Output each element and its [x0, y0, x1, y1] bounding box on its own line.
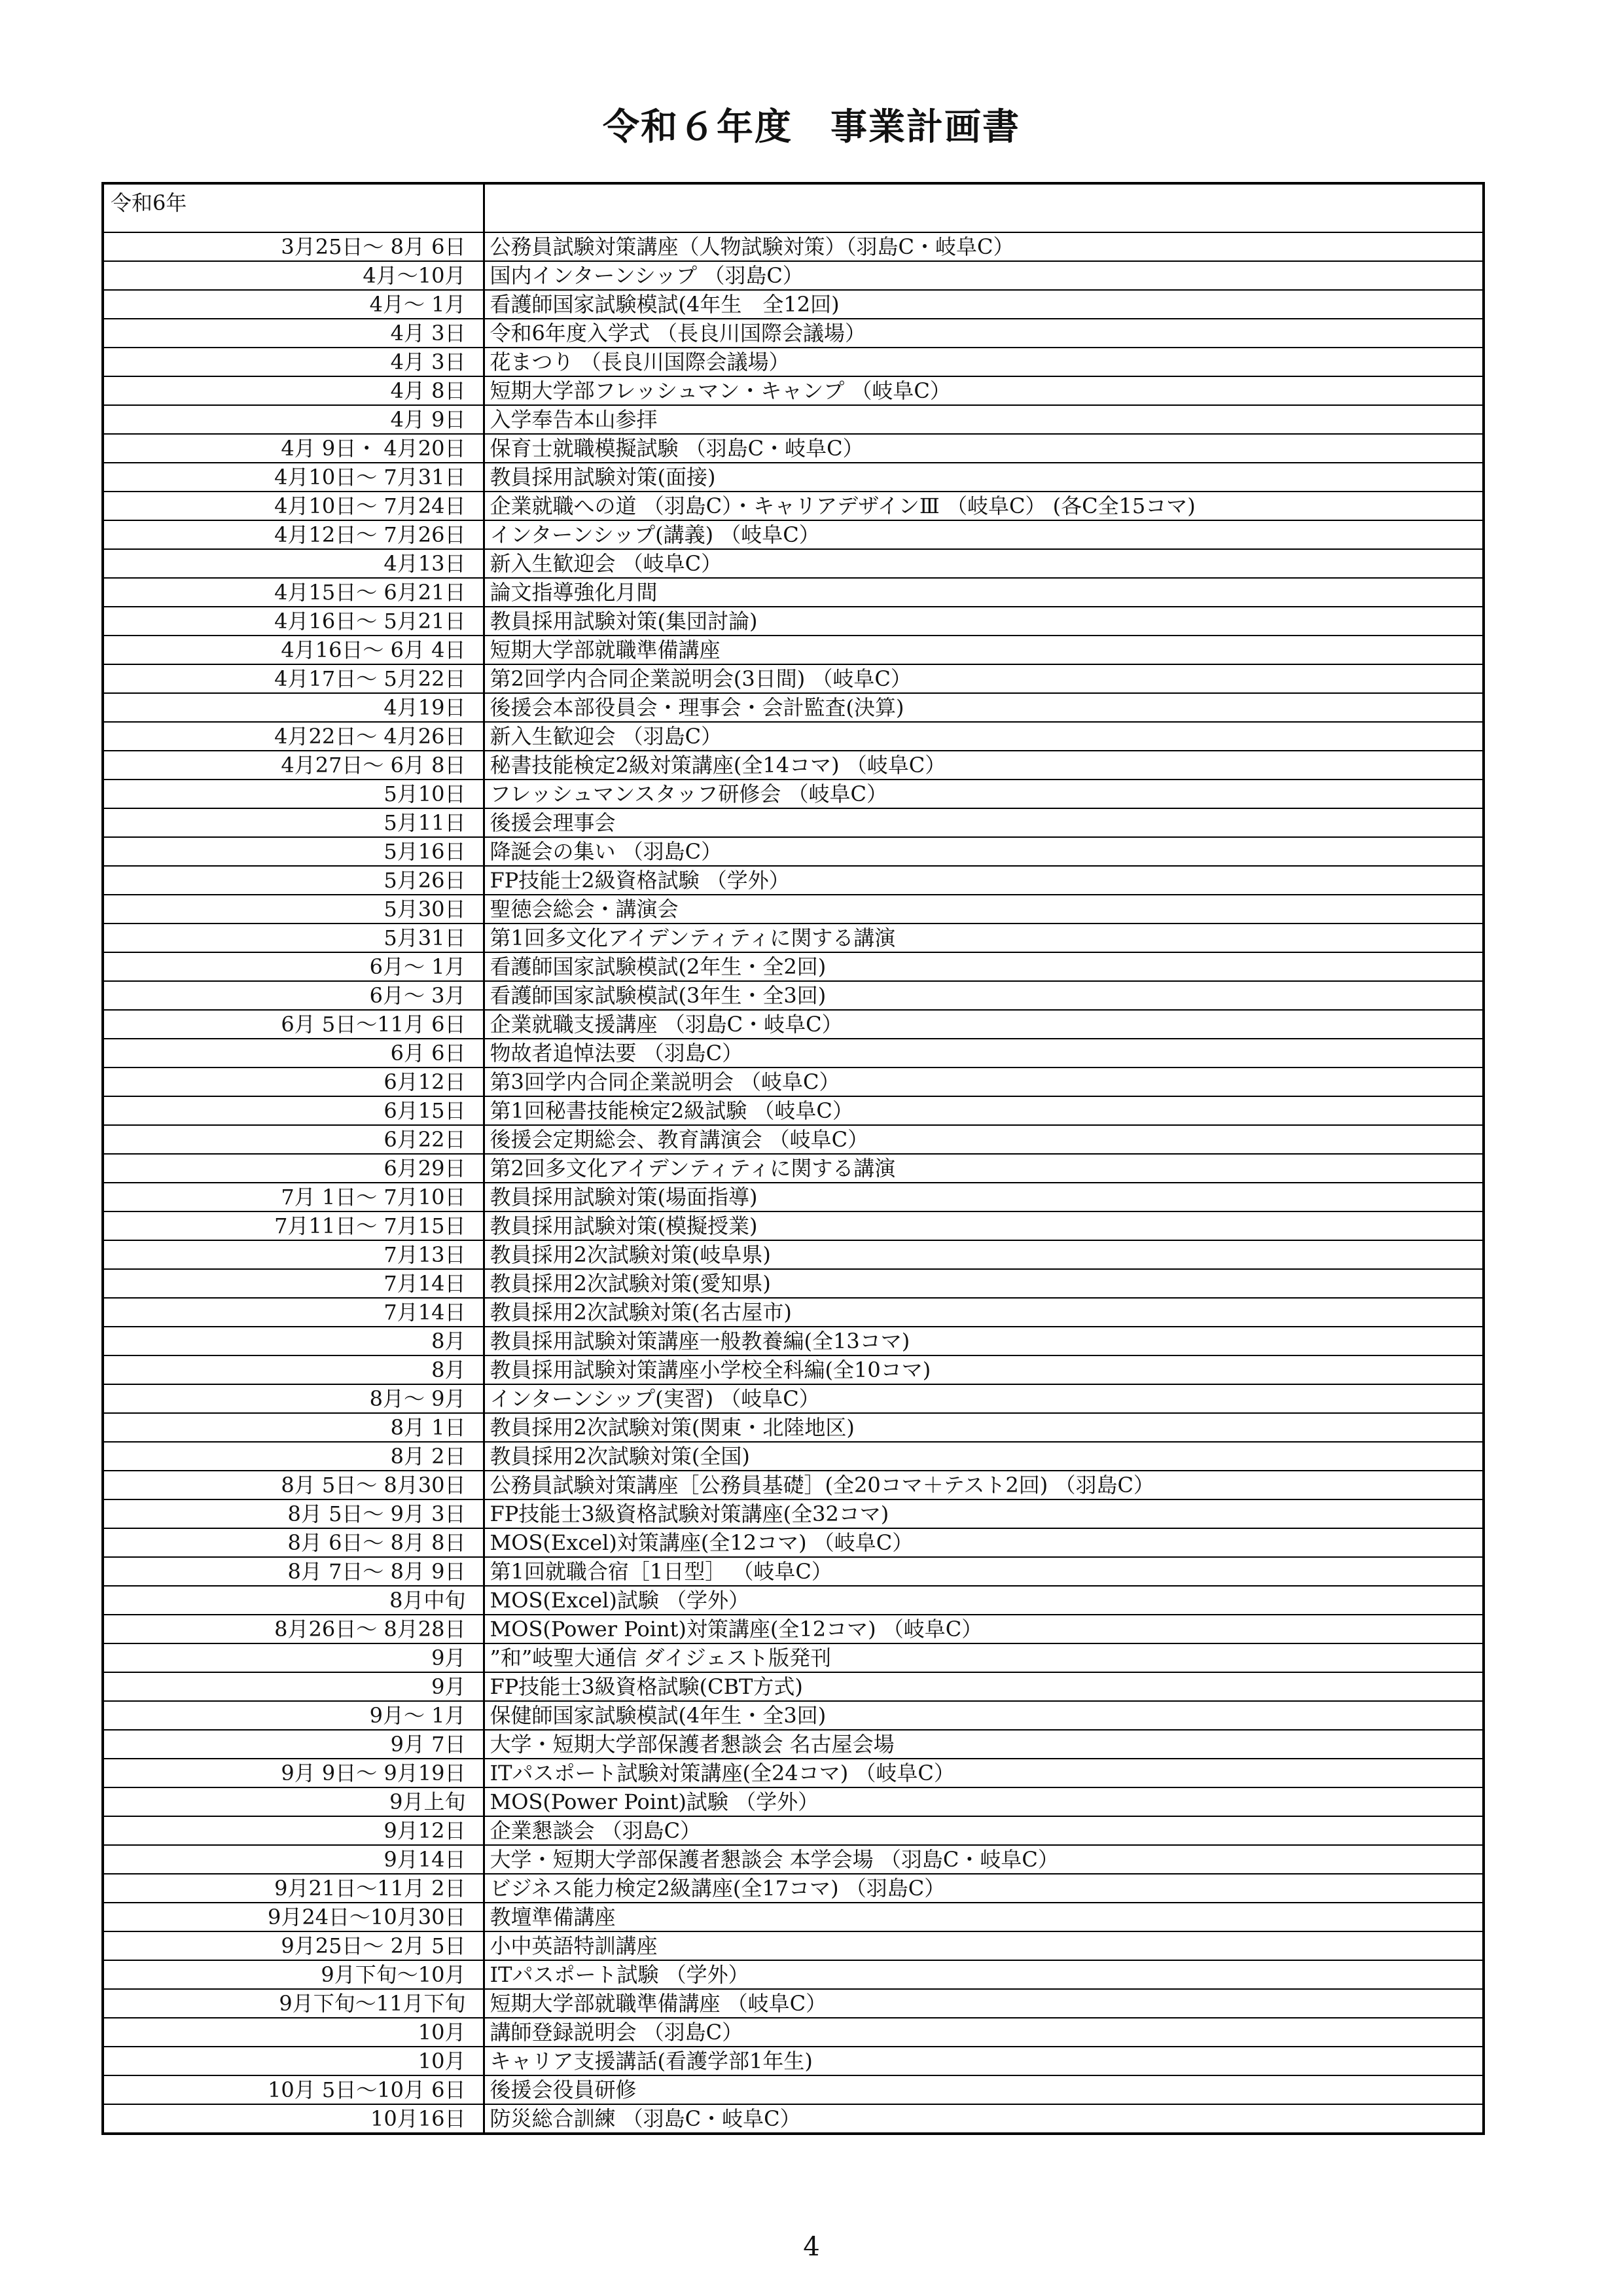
table-row — [103, 1442, 1484, 1471]
schedule-event: 看護師国家試験模試(3年生・全3回) — [484, 981, 1484, 1010]
table-row — [103, 1471, 1484, 1499]
schedule-event: 短期大学部フレッシュマン・キャンプ （岐阜C） — [484, 376, 1484, 405]
table-row — [103, 319, 1484, 348]
schedule-date: 9月下旬～11月下旬 — [103, 1989, 484, 2018]
schedule-date: 7月11日～ 7月15日 — [103, 1211, 484, 1240]
schedule-date: 9月24日～10月30日 — [103, 1903, 484, 1931]
schedule-event: 新入生歓迎会 （岐阜C） — [484, 549, 1484, 578]
table-row — [103, 1154, 1484, 1183]
schedule-date: 8月 6日～ 8月 8日 — [103, 1528, 484, 1557]
schedule-date: 4月16日～ 5月21日 — [103, 607, 484, 636]
schedule-event: 後援会理事会 — [484, 808, 1484, 837]
schedule-date: 4月17日～ 5月22日 — [103, 664, 484, 693]
schedule-date: 3月25日～ 8月 6日 — [103, 232, 484, 261]
schedule-event: キャリア支援講話(看護学部1年生) — [484, 2047, 1484, 2075]
schedule-event: FP技能士3級資格試験対策講座(全32コマ) — [484, 1499, 1484, 1528]
table-row — [103, 463, 1484, 492]
table-row — [103, 348, 1484, 376]
table-row — [103, 2018, 1484, 2047]
table-row — [103, 1067, 1484, 1096]
table-row — [103, 693, 1484, 722]
schedule-event: 小中英語特訓講座 — [484, 1931, 1484, 1960]
schedule-event: 保健師国家試験模試(4年生・全3回) — [484, 1701, 1484, 1730]
table-row — [103, 1931, 1484, 1960]
table-row — [103, 636, 1484, 664]
schedule-date: 8月 5日～ 8月30日 — [103, 1471, 484, 1499]
schedule-event: 公務員試験対策講座（人物試験対策）（羽島C・岐阜C） — [484, 232, 1484, 261]
table-row — [103, 664, 1484, 693]
table-row — [103, 2047, 1484, 2075]
schedule-date: 9月上旬 — [103, 1787, 484, 1816]
table-row — [103, 1672, 1484, 1701]
schedule-event: 教員採用試験対策(場面指導) — [484, 1183, 1484, 1211]
table-row — [103, 1528, 1484, 1557]
table-row — [103, 520, 1484, 549]
table-row — [103, 2104, 1484, 2134]
event-header — [484, 183, 1484, 232]
table-row — [103, 808, 1484, 837]
schedule-event: 看護師国家試験模試(2年生・全2回) — [484, 952, 1484, 981]
table-row — [103, 837, 1484, 866]
schedule-event: 保育士就職模擬試験 （羽島C・岐阜C） — [484, 434, 1484, 463]
table-row — [103, 376, 1484, 405]
schedule-table — [101, 182, 1485, 2135]
schedule-event: 第2回学内合同企業説明会(3日間) （岐阜C） — [484, 664, 1484, 693]
schedule-event: 第3回学内合同企業説明会 （岐阜C） — [484, 1067, 1484, 1096]
table-row — [103, 1298, 1484, 1327]
table-row — [103, 722, 1484, 751]
table-row — [103, 607, 1484, 636]
schedule-event: フレッシュマンスタッフ研修会 （岐阜C） — [484, 780, 1484, 808]
table-row — [103, 1384, 1484, 1413]
schedule-date: 8月中旬 — [103, 1586, 484, 1615]
schedule-body — [103, 183, 1484, 2134]
schedule-date: 8月 7日～ 8月 9日 — [103, 1557, 484, 1586]
schedule-date: 9月25日～ 2月 5日 — [103, 1931, 484, 1960]
schedule-date: 10月 — [103, 2018, 484, 2047]
schedule-date: 4月22日～ 4月26日 — [103, 722, 484, 751]
schedule-date: 9月14日 — [103, 1845, 484, 1874]
schedule-event: 教員採用試験対策(集団討論) — [484, 607, 1484, 636]
schedule-event: 教員採用2次試験対策(岐阜県) — [484, 1240, 1484, 1269]
schedule-date: 4月16日～ 6月 4日 — [103, 636, 484, 664]
schedule-event: 教員採用試験対策(面接) — [484, 463, 1484, 492]
schedule-date: 4月13日 — [103, 549, 484, 578]
table-row — [103, 232, 1484, 261]
schedule-date: 7月14日 — [103, 1269, 484, 1298]
table-row — [103, 1183, 1484, 1211]
schedule-event: 教員採用2次試験対策(関東・北陸地区) — [484, 1413, 1484, 1442]
schedule-event: ITパスポート試験対策講座(全24コマ) （岐阜C） — [484, 1759, 1484, 1787]
schedule-date: 8月26日～ 8月28日 — [103, 1615, 484, 1643]
schedule-date: 5月31日 — [103, 924, 484, 952]
schedule-date: 5月26日 — [103, 866, 484, 895]
schedule-event: MOS(Power Point)試験 （学外） — [484, 1787, 1484, 1816]
table-row — [103, 405, 1484, 434]
table-row — [103, 780, 1484, 808]
schedule-event: 第1回多文化アイデンティティに関する講演 — [484, 924, 1484, 952]
schedule-event: MOS(Excel)対策講座(全12コマ) （岐阜C） — [484, 1528, 1484, 1557]
schedule-date: 7月 1日～ 7月10日 — [103, 1183, 484, 1211]
schedule-date: 7月14日 — [103, 1298, 484, 1327]
schedule-date: 4月 9日 — [103, 405, 484, 434]
schedule-event: 企業就職支援講座 （羽島C・岐阜C） — [484, 1010, 1484, 1039]
schedule-event: 講師登録説明会 （羽島C） — [484, 2018, 1484, 2047]
table-row — [103, 981, 1484, 1010]
table-header-row — [103, 183, 1484, 232]
table-row — [103, 1327, 1484, 1355]
schedule-date: 6月22日 — [103, 1125, 484, 1154]
schedule-event: 入学奉告本山参拝 — [484, 405, 1484, 434]
table-row — [103, 1586, 1484, 1615]
schedule-date: 9月 7日 — [103, 1730, 484, 1759]
schedule-date: 9月 — [103, 1672, 484, 1701]
schedule-date: 5月16日 — [103, 837, 484, 866]
schedule-date: 6月15日 — [103, 1096, 484, 1125]
table-row — [103, 751, 1484, 780]
schedule-event: 教員採用試験対策講座小学校全科編(全10コマ) — [484, 1355, 1484, 1384]
schedule-date: 9月～ 1月 — [103, 1701, 484, 1730]
schedule-event: 大学・短期大学部保護者懇談会 名古屋会場 — [484, 1730, 1484, 1759]
schedule-date: 4月12日～ 7月26日 — [103, 520, 484, 549]
schedule-date: 10月 — [103, 2047, 484, 2075]
table-row — [103, 290, 1484, 319]
table-row — [103, 1413, 1484, 1442]
schedule-date: 8月 2日 — [103, 1442, 484, 1471]
schedule-event: 教員採用試験対策講座一般教養編(全13コマ) — [484, 1327, 1484, 1355]
schedule-event: 後援会本部役員会・理事会・会計監査(決算) — [484, 693, 1484, 722]
schedule-date: 6月 5日～11月 6日 — [103, 1010, 484, 1039]
table-row — [103, 1269, 1484, 1298]
page-number: 4 — [803, 2232, 820, 2262]
schedule-event: 論文指導強化月間 — [484, 578, 1484, 607]
schedule-date: 8月 — [103, 1355, 484, 1384]
table-row — [103, 1125, 1484, 1154]
schedule-event: 教員採用2次試験対策(愛知県) — [484, 1269, 1484, 1298]
schedule-date: 6月12日 — [103, 1067, 484, 1096]
table-row — [103, 1903, 1484, 1931]
schedule-date: 7月13日 — [103, 1240, 484, 1269]
schedule-event: 秘書技能検定2級対策講座(全14コマ) （岐阜C） — [484, 751, 1484, 780]
schedule-date: 6月29日 — [103, 1154, 484, 1183]
table-row — [103, 1759, 1484, 1787]
table-row — [103, 549, 1484, 578]
schedule-event: インターンシップ(講義) （岐阜C） — [484, 520, 1484, 549]
schedule-event: ”和”岐聖大通信 ダイジェスト版発刊 — [484, 1643, 1484, 1672]
schedule-event: ビジネス能力検定2級講座(全17コマ) （羽島C） — [484, 1874, 1484, 1903]
schedule-event: 第1回秘書技能検定2級試験 （岐阜C） — [484, 1096, 1484, 1125]
table-row — [103, 1240, 1484, 1269]
table-row — [103, 1499, 1484, 1528]
table-row — [103, 1816, 1484, 1845]
table-row — [103, 895, 1484, 924]
schedule-event: 公務員試験対策講座［公務員基礎］(全20コマ＋テスト2回) （羽島C） — [484, 1471, 1484, 1499]
table-row — [103, 578, 1484, 607]
table-row — [103, 1557, 1484, 1586]
page-title: 令和６年度 事業計画書 — [603, 105, 1020, 149]
table-row — [103, 1960, 1484, 1989]
schedule-date: 6月～ 1月 — [103, 952, 484, 981]
schedule-event: 令和6年度入学式 （長良川国際会議場） — [484, 319, 1484, 348]
schedule-event: 物故者追悼法要 （羽島C） — [484, 1039, 1484, 1067]
schedule-date: 5月11日 — [103, 808, 484, 837]
schedule-date: 9月下旬～10月 — [103, 1960, 484, 1989]
schedule-event: ITパスポート試験 （学外） — [484, 1960, 1484, 1989]
year-header: 令和6年 — [103, 183, 484, 232]
schedule-date: 4月19日 — [103, 693, 484, 722]
schedule-event: 第2回多文化アイデンティティに関する講演 — [484, 1154, 1484, 1183]
schedule-event: MOS(Excel)試験 （学外） — [484, 1586, 1484, 1615]
schedule-event: 短期大学部就職準備講座 — [484, 636, 1484, 664]
table-row — [103, 1096, 1484, 1125]
schedule-event: 後援会役員研修 — [484, 2075, 1484, 2104]
schedule-event: インターンシップ(実習) （岐阜C） — [484, 1384, 1484, 1413]
schedule-event: 花まつり （長良川国際会議場） — [484, 348, 1484, 376]
table-row — [103, 952, 1484, 981]
schedule-date: 9月 — [103, 1643, 484, 1672]
table-row — [103, 1643, 1484, 1672]
schedule-date: 6月 6日 — [103, 1039, 484, 1067]
schedule-date: 9月12日 — [103, 1816, 484, 1845]
table-row — [103, 1039, 1484, 1067]
schedule-event: 看護師国家試験模試(4年生 全12回) — [484, 290, 1484, 319]
schedule-date: 4月 3日 — [103, 319, 484, 348]
schedule-event: 教員採用2次試験対策(名古屋市) — [484, 1298, 1484, 1327]
table-row — [103, 1355, 1484, 1384]
schedule-date: 8月 1日 — [103, 1413, 484, 1442]
schedule-event: MOS(Power Point)対策講座(全12コマ) （岐阜C） — [484, 1615, 1484, 1643]
schedule-event: 国内インターンシップ （羽島C） — [484, 261, 1484, 290]
schedule-event: 防災総合訓練 （羽島C・岐阜C） — [484, 2104, 1484, 2134]
schedule-event: 大学・短期大学部保護者懇談会 本学会場 （羽島C・岐阜C） — [484, 1845, 1484, 1874]
table-row — [103, 1874, 1484, 1903]
schedule-date: 10月 5日～10月 6日 — [103, 2075, 484, 2104]
table-row — [103, 2075, 1484, 2104]
schedule-event: 教員採用2次試験対策(全国) — [484, 1442, 1484, 1471]
table-row — [103, 924, 1484, 952]
schedule-date: 5月30日 — [103, 895, 484, 924]
schedule-event: FP技能士2級資格試験 （学外） — [484, 866, 1484, 895]
schedule-date: 4月～ 1月 — [103, 290, 484, 319]
schedule-event: 短期大学部就職準備講座 （岐阜C） — [484, 1989, 1484, 2018]
table-row — [103, 492, 1484, 520]
schedule-event: 後援会定期総会、教育講演会 （岐阜C） — [484, 1125, 1484, 1154]
schedule-date: 8月～ 9月 — [103, 1384, 484, 1413]
schedule-event: 第1回就職合宿［1日型］ （岐阜C） — [484, 1557, 1484, 1586]
schedule-date: 6月～ 3月 — [103, 981, 484, 1010]
schedule-event: 企業懇談会 （羽島C） — [484, 1816, 1484, 1845]
schedule-event: 企業就職への道 （羽島C）・キャリアデザインⅢ （岐阜C） (各C全15コマ) — [484, 492, 1484, 520]
schedule-event: 教壇準備講座 — [484, 1903, 1484, 1931]
schedule-date: 5月10日 — [103, 780, 484, 808]
table-row — [103, 1211, 1484, 1240]
schedule-event: 聖徳会総会・講演会 — [484, 895, 1484, 924]
schedule-date: 4月10日～ 7月24日 — [103, 492, 484, 520]
table-row — [103, 1787, 1484, 1816]
schedule-date: 10月16日 — [103, 2104, 484, 2134]
schedule-date: 4月～10月 — [103, 261, 484, 290]
schedule-date: 4月 8日 — [103, 376, 484, 405]
table-row — [103, 1010, 1484, 1039]
table-row — [103, 1989, 1484, 2018]
schedule-date: 4月15日～ 6月21日 — [103, 578, 484, 607]
schedule-event: 新入生歓迎会 （羽島C） — [484, 722, 1484, 751]
table-row — [103, 1615, 1484, 1643]
schedule-date: 9月21日～11月 2日 — [103, 1874, 484, 1903]
schedule-date: 8月 — [103, 1327, 484, 1355]
schedule-event: 降誕会の集い （羽島C） — [484, 837, 1484, 866]
schedule-date: 8月 5日～ 9月 3日 — [103, 1499, 484, 1528]
table-row — [103, 1701, 1484, 1730]
schedule-event: FP技能士3級資格試験(CBT方式) — [484, 1672, 1484, 1701]
schedule-date: 4月 9日・ 4月20日 — [103, 434, 484, 463]
schedule-date: 9月 9日～ 9月19日 — [103, 1759, 484, 1787]
table-row — [103, 1730, 1484, 1759]
table-row — [103, 261, 1484, 290]
schedule-date: 4月 3日 — [103, 348, 484, 376]
schedule-event: 教員採用試験対策(模擬授業) — [484, 1211, 1484, 1240]
table-row — [103, 1845, 1484, 1874]
table-row — [103, 434, 1484, 463]
schedule-date: 4月10日～ 7月31日 — [103, 463, 484, 492]
schedule-date: 4月27日～ 6月 8日 — [103, 751, 484, 780]
table-row — [103, 866, 1484, 895]
